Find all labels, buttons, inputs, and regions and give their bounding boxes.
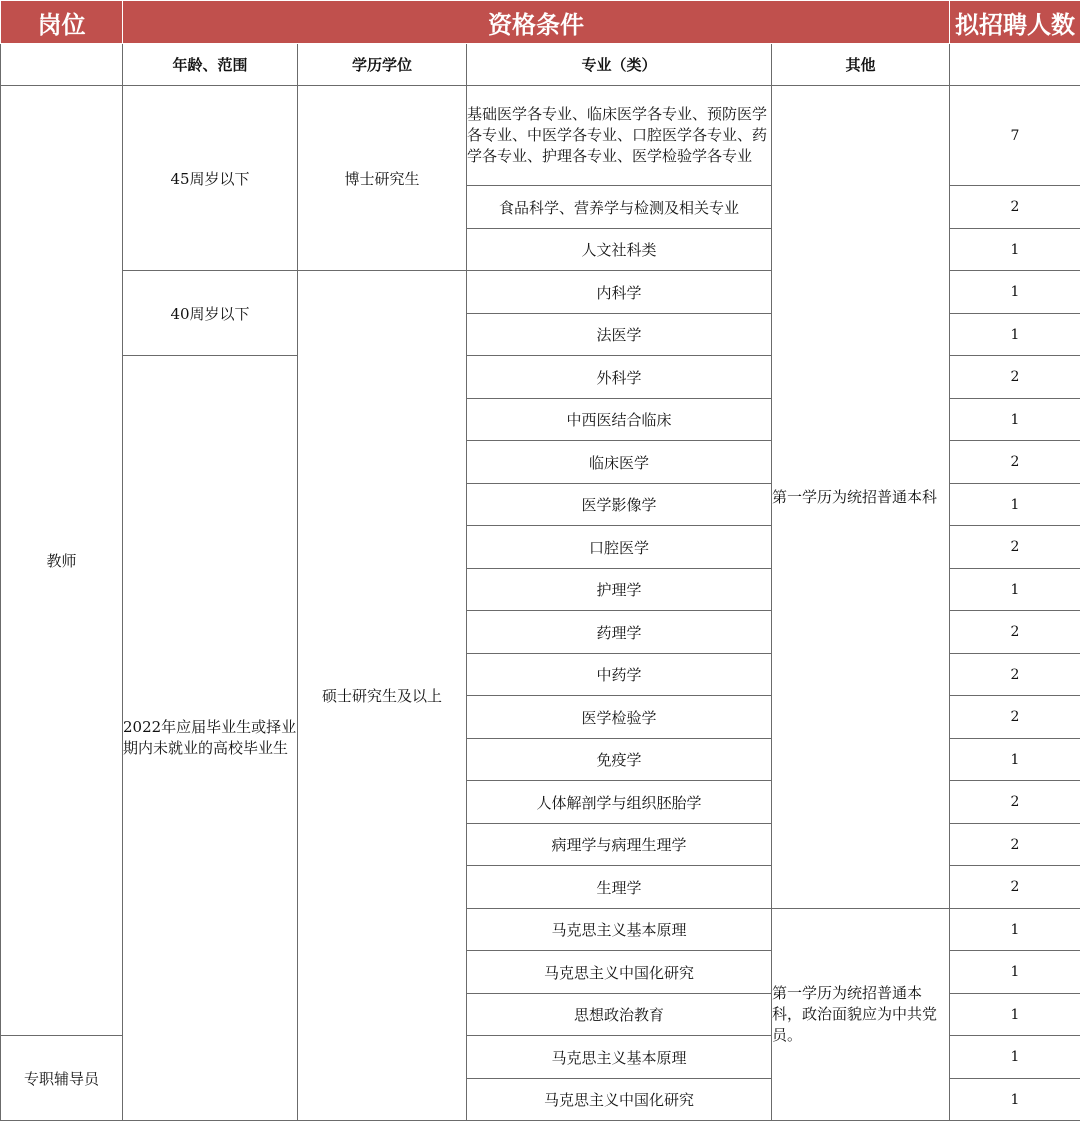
major-cell: 护理学 xyxy=(467,569,772,611)
major-cell: 医学检验学 xyxy=(467,696,772,739)
major-cell: 马克思主义基本原理 xyxy=(467,909,772,951)
major-cell: 内科学 xyxy=(467,271,772,314)
subheader-other: 其他 xyxy=(772,44,950,86)
count-cell: 1 xyxy=(950,994,1080,1036)
count-cell: 1 xyxy=(950,951,1080,994)
major-cell: 中药学 xyxy=(467,654,772,696)
count-cell: 1 xyxy=(950,909,1080,951)
count-cell: 1 xyxy=(950,271,1080,314)
table-row xyxy=(1,86,1080,186)
position-teacher: 教师 xyxy=(1,86,123,1036)
major-cell: 基础医学各专业、临床医学各专业、预防医学各专业、中医学各专业、口腔医学各专业、药学各专业、护理各专业、医学检验学各专业 xyxy=(467,86,772,186)
other-party-member: 第一学历为统招普通本科，政治面貌应为中共党员。 xyxy=(772,909,950,1121)
count-cell: 2 xyxy=(950,526,1080,569)
major-cell: 人文社科类 xyxy=(467,229,772,271)
major-cell: 临床医学 xyxy=(467,441,772,484)
subheader-row xyxy=(1,44,1080,86)
subheader-major: 专业（类） xyxy=(467,44,772,86)
degree-master: 硕士研究生及以上 xyxy=(298,271,467,1121)
subheader-degree: 学历学位 xyxy=(298,44,467,86)
header-planned-count: 拟招聘人数 xyxy=(950,1,1080,44)
count-cell: 2 xyxy=(950,611,1080,654)
count-cell: 2 xyxy=(950,356,1080,399)
count-cell: 1 xyxy=(950,1036,1080,1079)
count-cell: 1 xyxy=(950,739,1080,781)
major-cell: 口腔医学 xyxy=(467,526,772,569)
degree-phd: 博士研究生 xyxy=(298,86,467,271)
count-cell: 1 xyxy=(950,484,1080,526)
other-undergrad: 第一学历为统招普通本科 xyxy=(772,86,950,909)
major-cell: 马克思主义中国化研究 xyxy=(467,1079,772,1121)
subheader-blank xyxy=(1,44,123,86)
count-cell: 2 xyxy=(950,186,1080,229)
header-position: 岗位 xyxy=(1,1,123,44)
age-40: 40周岁以下 xyxy=(123,271,298,356)
count-cell: 2 xyxy=(950,866,1080,909)
major-cell: 病理学与病理生理学 xyxy=(467,824,772,866)
count-cell: 2 xyxy=(950,654,1080,696)
count-cell: 1 xyxy=(950,229,1080,271)
position-counselor: 专职辅导员 xyxy=(1,1036,123,1121)
count-cell: 1 xyxy=(950,314,1080,356)
major-cell: 思想政治教育 xyxy=(467,994,772,1036)
major-cell: 法医学 xyxy=(467,314,772,356)
major-cell: 药理学 xyxy=(467,611,772,654)
count-cell: 2 xyxy=(950,781,1080,824)
major-cell: 免疫学 xyxy=(467,739,772,781)
age-45: 45周岁以下 xyxy=(123,86,298,271)
age-graduate: 2022年应届毕业生或择业期内未就业的高校毕业生 xyxy=(123,356,298,1121)
major-cell: 生理学 xyxy=(467,866,772,909)
count-cell: 1 xyxy=(950,399,1080,441)
subheader-age: 年龄、范围 xyxy=(123,44,298,86)
count-cell: 1 xyxy=(950,569,1080,611)
major-cell: 马克思主义中国化研究 xyxy=(467,951,772,994)
major-cell: 人体解剖学与组织胚胎学 xyxy=(467,781,772,824)
major-cell: 马克思主义基本原理 xyxy=(467,1036,772,1079)
count-cell: 2 xyxy=(950,441,1080,484)
major-cell: 食品科学、营养学与检测及相关专业 xyxy=(467,186,772,229)
count-cell: 2 xyxy=(950,824,1080,866)
count-cell: 7 xyxy=(950,86,1080,186)
major-cell: 医学影像学 xyxy=(467,484,772,526)
major-cell: 中西医结合临床 xyxy=(467,399,772,441)
header-qualifications: 资格条件 xyxy=(123,1,950,44)
count-cell: 2 xyxy=(950,696,1080,739)
subheader-count-blank xyxy=(950,44,1080,86)
major-cell: 外科学 xyxy=(467,356,772,399)
count-cell: 1 xyxy=(950,1079,1080,1121)
header-row xyxy=(1,1,1080,44)
